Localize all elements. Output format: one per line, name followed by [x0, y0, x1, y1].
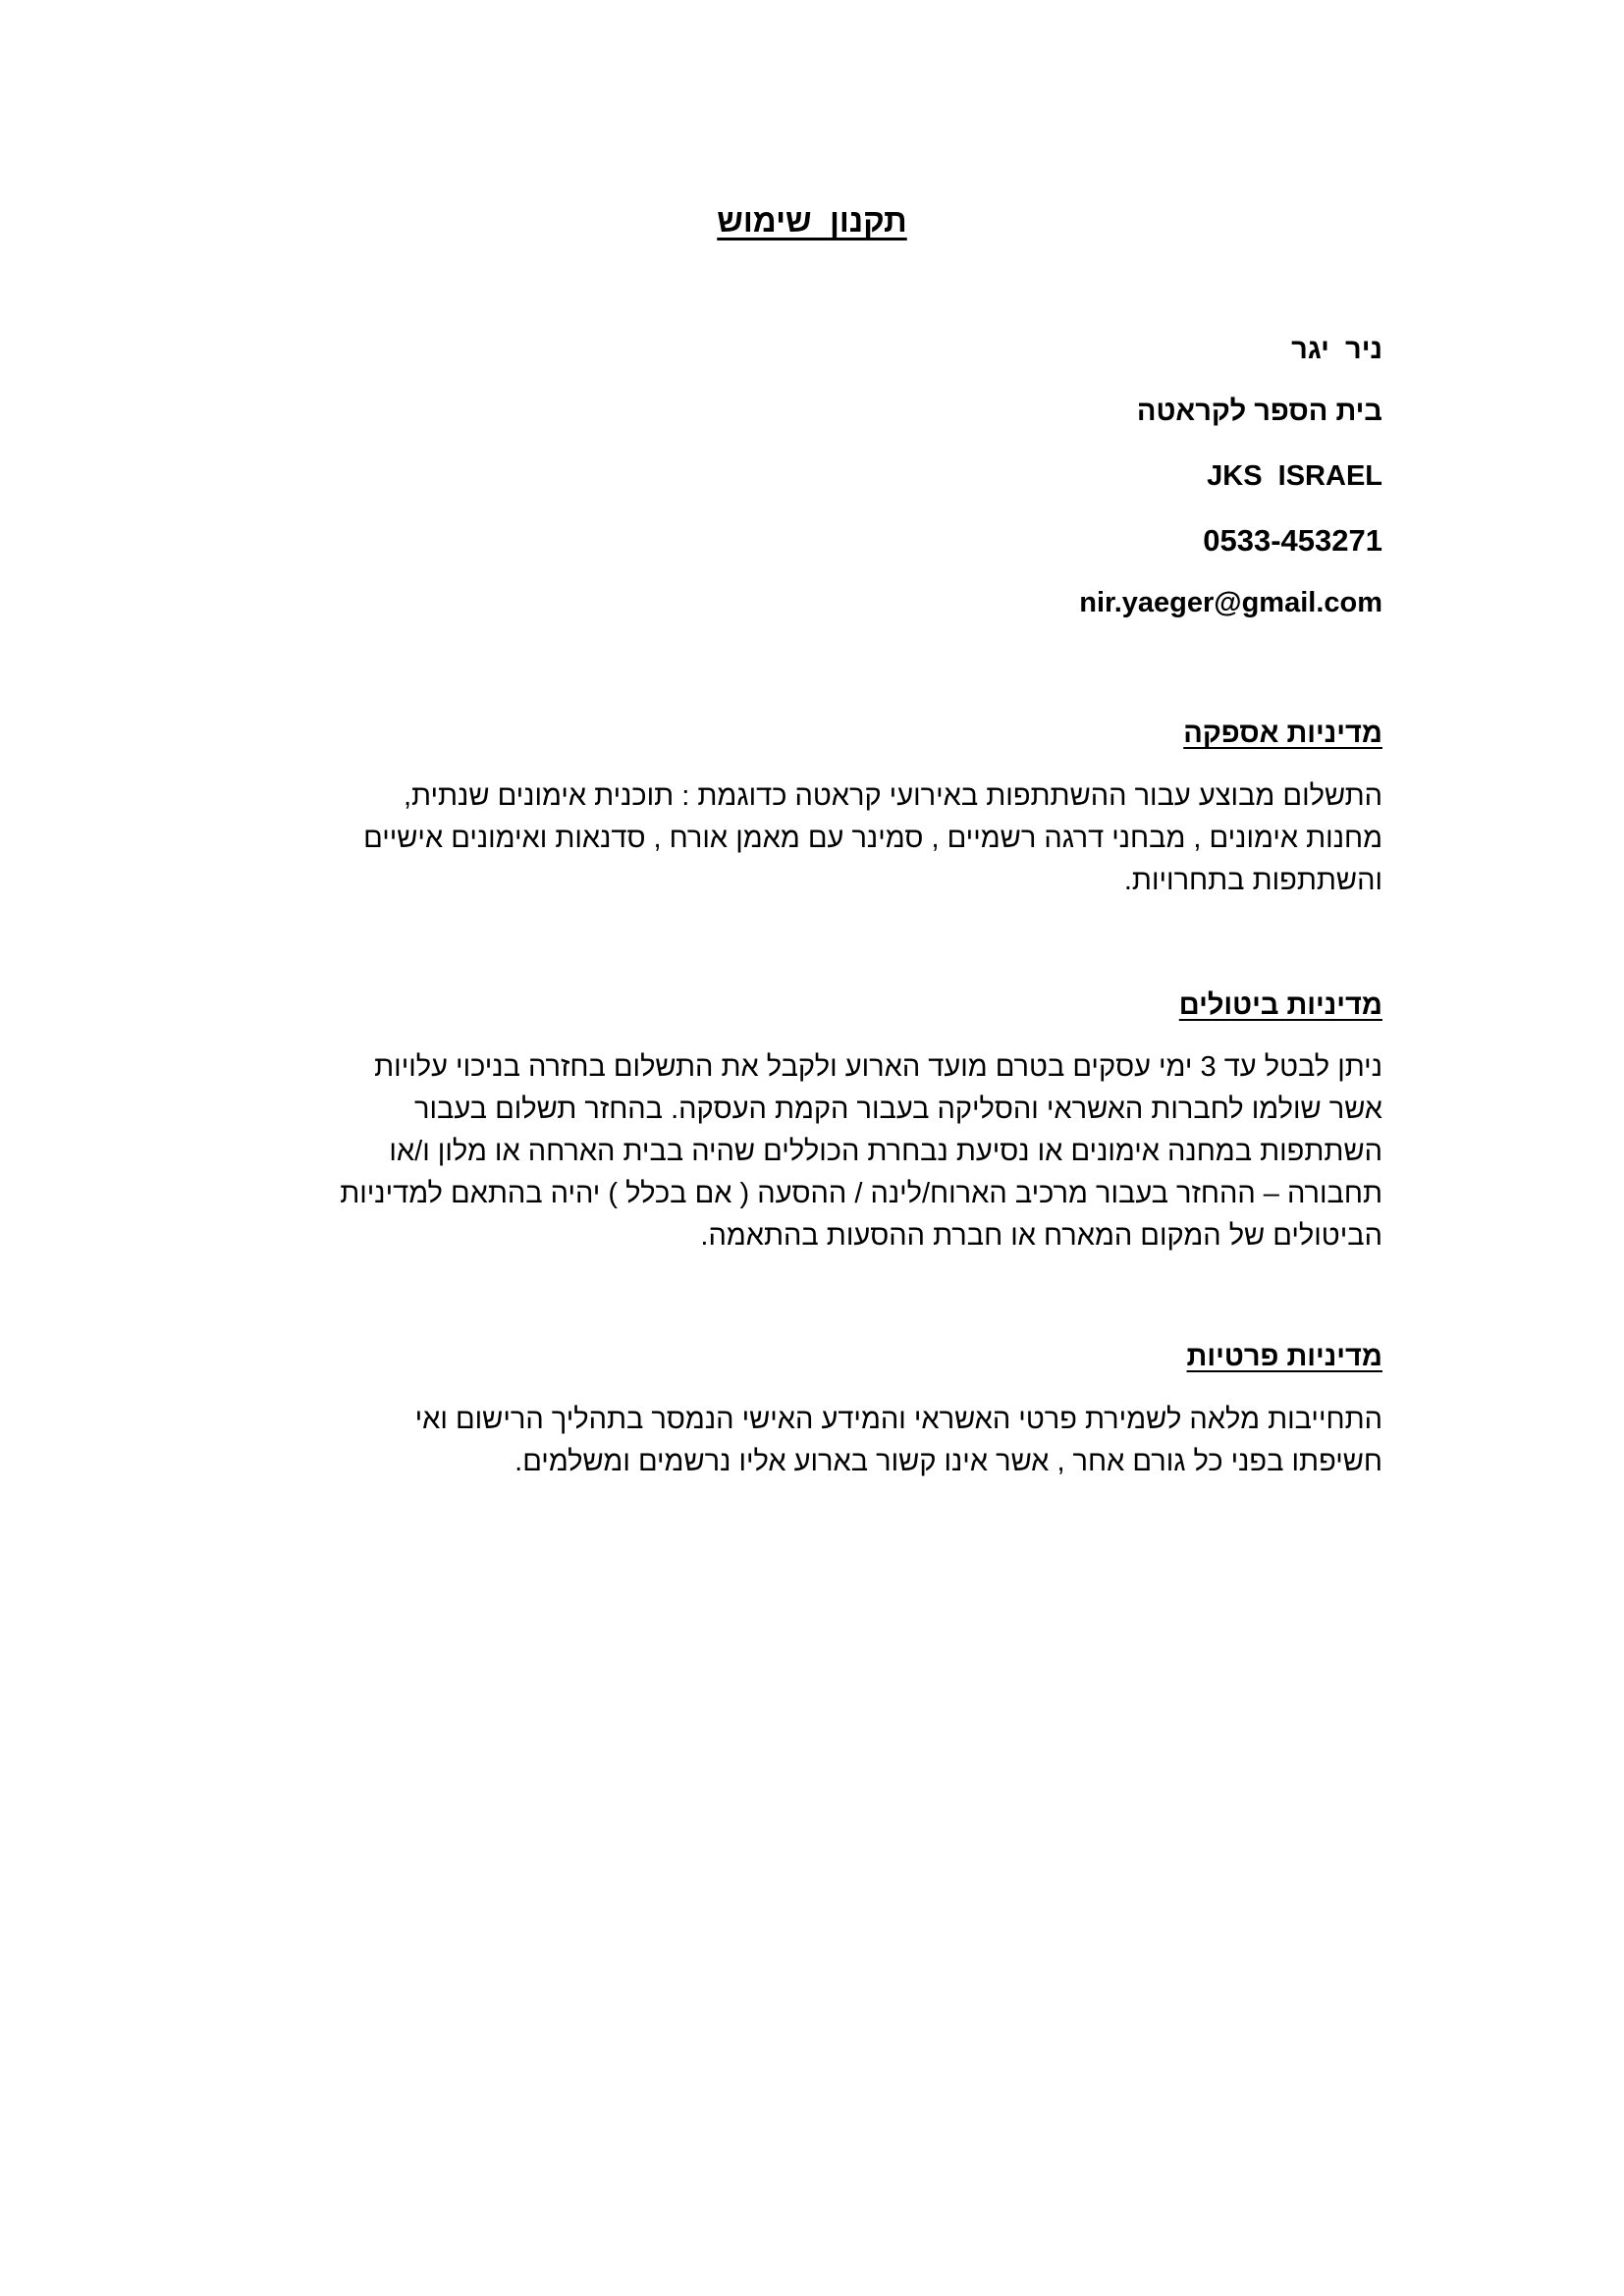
text-line: חשיפתו בפני כל גורם אחר , אשר אינו קשור בארוע אליו נרשמים ומשלמים.	[514, 1446, 1382, 1477]
text-line: תחבורה – ההחזר בעבור מרכיב הארוח/לינה / ההסעה ( אם בכלל ) יהיה בהתאם למדיניות	[340, 1178, 1382, 1209]
supply-policy-text	[363, 775, 1382, 902]
text-line: השתתפות במחנה אימונים או נסיעת נבחרת הכוללים שהיה בבית הארחה או מלון ו/או	[389, 1136, 1382, 1167]
page-title: תקנון שימוש	[717, 202, 907, 239]
contact-organization: JKS ISRAEL	[1207, 460, 1382, 492]
text-line: והשתתפות בתחרויות.	[1123, 865, 1382, 896]
cancellation-policy-heading: מדיניות ביטולים	[1178, 989, 1382, 1021]
text-line: ניתן לבטל עד 3 ימי עסקים בטרם מועד הארוע ולקבל את התשלום בחזרה בניכוי עלויות	[374, 1051, 1382, 1083]
text-line: הביטולים של המקום המארח או חברת ההסעות בהתאמה.	[700, 1220, 1382, 1252]
text-line: מחנות אימונים , מבחני דרגה רשמיים , סמינר עם מאמן אורח , סדנאות ואימונים אישיים	[363, 823, 1382, 854]
cancellation-policy-text	[340, 1046, 1382, 1257]
contact-phone: 0533-453271	[1203, 523, 1382, 558]
text-line: התשלום מבוצע עבור ההשתתפות באירועי קראטה כדוגמת : תוכנית אימונים שנתית,	[403, 780, 1382, 812]
privacy-policy-heading: מדיניות פרטיות	[1186, 1341, 1382, 1372]
contact-school: בית הספר לקראטה	[1136, 396, 1382, 427]
text-line: אשר שולמו לחברות האשראי והסליקה בעבור הקמת העסקה. בהחזר תשלום בעבור	[414, 1094, 1382, 1125]
supply-policy-heading: מדיניות אספקה	[1183, 718, 1382, 749]
text-line: התחייבות מלאה לשמירת פרטי האשראי והמידע האישי הנמסר בתהליך הרישום ואי	[414, 1404, 1382, 1435]
contact-name: ניר יגר	[1291, 334, 1382, 365]
privacy-policy-text	[415, 1399, 1382, 1483]
contact-email: nir.yaeger@gmail.com	[1079, 587, 1382, 618]
